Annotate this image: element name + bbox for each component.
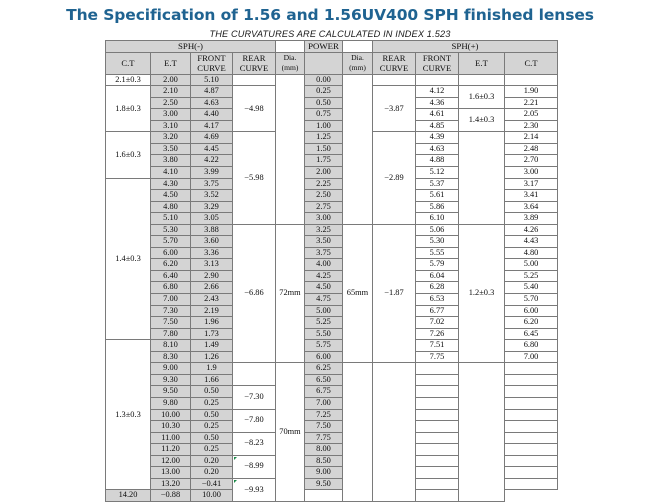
cell-front-curve-minus: 4.69: [191, 132, 233, 144]
cell-front-curve-minus: −0.41: [191, 478, 233, 490]
front-curve-plus-line1: FRONT: [422, 52, 452, 63]
cell-power: 3.50: [305, 236, 343, 248]
cell-power: 7.25: [305, 409, 343, 421]
cell-ct-plus: [505, 363, 558, 375]
table-row: [106, 86, 558, 98]
cell-power: 7.75: [305, 432, 343, 444]
cell-front-curve-plus: 4.85: [416, 120, 459, 132]
cell-et-minus: 2.00: [151, 74, 191, 86]
cell-front-curve-plus: [416, 363, 459, 375]
cell-front-curve-plus: [305, 490, 343, 502]
cell-ct-plus: 3.64: [505, 201, 558, 213]
cell-ct-plus: 6.00: [505, 305, 558, 317]
cell-front-curve-minus: 0.25: [191, 444, 233, 456]
cell-power: 1.50: [305, 143, 343, 155]
rear-curve-plus-line1: REAR: [382, 52, 406, 63]
cell-ct-plus: [505, 444, 558, 456]
cell-front-curve-plus: 7.02: [416, 317, 459, 329]
cell-power: 3.00: [305, 213, 343, 225]
cell-ct-plus: 2.48: [505, 143, 558, 155]
cell-front-curve-minus: 0.50: [191, 409, 233, 421]
cell-et-minus: 3.00: [151, 109, 191, 121]
front-curve-plus-line2: CURVE: [422, 63, 452, 74]
cell-power: 9.50: [305, 478, 343, 490]
cell-front-curve-plus: 7.51: [416, 340, 459, 352]
cell-ct-plus: 1.90: [505, 86, 558, 98]
cell-et-plus: 1.6±0.3: [459, 86, 505, 109]
cell-front-curve-plus: 5.06: [416, 224, 459, 236]
cell-front-curve-plus: 4.12: [416, 86, 459, 98]
cell-power: 1.00: [305, 120, 343, 132]
cell-front-curve-plus: [416, 386, 459, 398]
cell-power: 4.75: [305, 294, 343, 306]
cell-et-minus: 9.80: [151, 397, 191, 409]
cell-front-curve-plus: 4.61: [416, 109, 459, 121]
group-header-row: [106, 41, 558, 53]
cell-front-curve-plus: [416, 74, 459, 86]
cell-et-minus: 12.00: [151, 455, 191, 467]
cell-front-curve-minus: 3.05: [191, 213, 233, 225]
cell-power: 6.00: [305, 351, 343, 363]
cell-front-curve-plus: 6.04: [416, 270, 459, 282]
rear-curve-minus-line2: CURVE: [239, 63, 269, 74]
col-header-rear-curve-minus: [233, 52, 276, 74]
cell-rear-curve-minus: −6.86: [233, 224, 276, 363]
cell-front-curve-minus: 4.17: [191, 120, 233, 132]
cell-front-curve-minus: 0.20: [191, 467, 233, 479]
cell-front-curve-minus: −0.88: [151, 490, 191, 502]
cell-ct-plus: 4.80: [505, 247, 558, 259]
cell-et-minus: 7.50: [151, 317, 191, 329]
cell-power: 0.50: [305, 97, 343, 109]
cell-ct-plus: [505, 397, 558, 409]
cell-et-minus: 6.80: [151, 282, 191, 294]
cell-front-curve-minus: 0.25: [191, 421, 233, 433]
cell-rear-curve-plus: −3.87: [373, 86, 416, 132]
cell-dia-minus: 72mm: [276, 224, 305, 363]
cell-front-curve-minus: 0.25: [191, 397, 233, 409]
col-header-front-curve-plus: [416, 52, 459, 74]
cell-rear-curve-minus: −8.23: [233, 432, 276, 455]
cell-power: 7.00: [305, 397, 343, 409]
cell-front-curve-plus: [416, 444, 459, 456]
cell-ct-plus: 3.89: [505, 213, 558, 225]
cell-power: 6.25: [305, 363, 343, 375]
cell-et-minus: 7.00: [151, 294, 191, 306]
cell-front-curve-plus: [416, 421, 459, 433]
cell-rear-curve-plus: −1.87: [373, 224, 416, 363]
cell-ct-plus: 2.14: [505, 132, 558, 144]
cell-et-minus: 5.10: [151, 213, 191, 225]
cell-front-curve-minus: 1.96: [191, 317, 233, 329]
cell-front-curve-minus: 2.19: [191, 305, 233, 317]
cell-et-plus: [459, 363, 505, 502]
col-header-dia-plus: [343, 52, 373, 74]
cell-rear-curve-minus: [233, 74, 276, 86]
cell-et-minus: 3.80: [151, 155, 191, 167]
cell-dia-minus: 70mm: [276, 363, 305, 502]
rear-curve-plus-line2: CURVE: [379, 63, 409, 74]
cell-power: 2.50: [305, 190, 343, 202]
cell-et-minus: 3.20: [151, 132, 191, 144]
cell-front-curve-minus: 3.52: [191, 190, 233, 202]
cell-et-minus: 9.50: [151, 386, 191, 398]
group-header-sph-plus: SPH(+): [373, 41, 558, 53]
cell-ct-plus: 2.70: [505, 155, 558, 167]
cell-rear-curve-minus: −7.80: [233, 409, 276, 432]
cell-rear-curve-minus: −7.30: [233, 386, 276, 409]
col-header-et-plus: E.T: [459, 52, 505, 74]
cell-front-curve-plus: [416, 478, 459, 490]
cell-front-curve-minus: 3.88: [191, 224, 233, 236]
cell-ct-plus: 5.25: [505, 270, 558, 282]
cell-power: 0.75: [305, 109, 343, 121]
cell-dia-plus: [343, 74, 373, 224]
cell-dia-plus: 65mm: [343, 224, 373, 363]
cell-front-curve-minus: 4.87: [191, 86, 233, 98]
dia-minus-line2: (mm): [281, 63, 299, 73]
cell-ct-plus: 2.30: [505, 120, 558, 132]
cell-power: 1.25: [305, 132, 343, 144]
cell-rear-curve-minus: −5.98: [233, 132, 276, 224]
cell-front-curve-plus: [416, 374, 459, 386]
cell-ct-minus: 1.8±0.3: [106, 86, 151, 132]
cell-front-curve-minus: 0.20: [191, 455, 233, 467]
cell-ct-plus: 7.00: [505, 351, 558, 363]
col-header-front-curve-minus: [191, 52, 233, 74]
cell-power: 10.00: [191, 490, 233, 502]
cell-power: 6.50: [305, 374, 343, 386]
cell-front-curve-minus: 1.9: [191, 363, 233, 375]
cell-ct-plus: [505, 455, 558, 467]
cell-et-plus: [459, 132, 505, 224]
cell-front-curve-plus: 6.53: [416, 294, 459, 306]
cell-power: 9.00: [305, 467, 343, 479]
cell-front-curve-minus: 0.50: [191, 432, 233, 444]
cell-front-curve-plus: 7.75: [416, 351, 459, 363]
cell-front-curve-minus: 5.10: [191, 74, 233, 86]
cell-ct-plus: 4.43: [505, 236, 558, 248]
cell-front-curve-plus: [416, 432, 459, 444]
col-header-ct-minus: C.T: [106, 52, 151, 74]
cell-et-minus: 10.30: [151, 421, 191, 433]
cell-power: 3.25: [305, 224, 343, 236]
cell-ct-plus: [505, 74, 558, 86]
cell-front-curve-minus: 1.49: [191, 340, 233, 352]
cell-front-curve-minus: 1.26: [191, 351, 233, 363]
cell-power: 0.00: [305, 74, 343, 86]
cell-ct-plus: [505, 421, 558, 433]
cell-front-curve-minus: 3.75: [191, 178, 233, 190]
cell-ct-plus: 5.40: [505, 282, 558, 294]
cell-power: 2.00: [305, 167, 343, 179]
cell-front-curve-plus: 5.37: [416, 178, 459, 190]
cell-et-minus: 6.40: [151, 270, 191, 282]
cell-ct-plus: 6.20: [505, 317, 558, 329]
cell-et-minus: 4.10: [151, 167, 191, 179]
cell-power: 2.75: [305, 201, 343, 213]
cell-et-minus: 13.20: [151, 478, 191, 490]
cell-front-curve-plus: [416, 397, 459, 409]
cell-et-minus: 2.50: [151, 97, 191, 109]
cell-ct-plus: 2.21: [505, 97, 558, 109]
cell-rear-curve-minus: −8.99: [233, 455, 276, 478]
cell-front-curve-plus: 5.86: [416, 201, 459, 213]
cell-power: 4.50: [305, 282, 343, 294]
cell-ct-minus: 1.6±0.3: [106, 132, 151, 178]
cell-et-minus: 13.00: [151, 467, 191, 479]
cell-et-minus: 2.10: [151, 86, 191, 98]
table-row: [106, 74, 558, 86]
cell-et-minus: 11.00: [151, 432, 191, 444]
col-header-et-minus: E.T: [151, 52, 191, 74]
cell-et-minus: 5.70: [151, 236, 191, 248]
cell-ct-plus: 5.70: [505, 294, 558, 306]
cell-front-curve-minus: 1.73: [191, 328, 233, 340]
cell-et-minus: 6.00: [151, 247, 191, 259]
cell-power: 4.25: [305, 270, 343, 282]
cell-front-curve-minus: 1.66: [191, 374, 233, 386]
cell-et-plus: 1.2±0.3: [459, 224, 505, 363]
cell-front-curve-minus: 3.13: [191, 259, 233, 271]
cell-front-curve-plus: 5.30: [416, 236, 459, 248]
cell-et-plus: 1.4±0.3: [459, 109, 505, 132]
cell-power: 5.25: [305, 317, 343, 329]
cell-front-curve-plus: 4.63: [416, 143, 459, 155]
cell-front-curve-plus: 6.10: [416, 213, 459, 225]
dia-minus-line1: Dia.: [283, 52, 297, 62]
cell-et-minus: 11.20: [151, 444, 191, 456]
cell-front-curve-plus: 5.79: [416, 259, 459, 271]
cell-ct-plus: 3.41: [505, 190, 558, 202]
col-header-dia-minus: [276, 52, 305, 74]
cell-rear-curve-minus: −9.93: [233, 478, 276, 501]
cell-et-minus: 4.80: [151, 201, 191, 213]
cell-et-minus: 9.30: [151, 374, 191, 386]
front-curve-minus-line1: FRONT: [197, 52, 226, 63]
cell-front-curve-plus: 6.77: [416, 305, 459, 317]
cell-et-minus: 7.80: [151, 328, 191, 340]
cell-front-curve-minus: 3.36: [191, 247, 233, 259]
front-curve-minus-line2: CURVE: [197, 63, 226, 74]
spec-table-wrapper: [105, 40, 557, 502]
dia-plus-line2: (mm): [349, 63, 366, 73]
cell-rear-curve-plus: −2.89: [373, 132, 416, 224]
cell-dia-plus: [343, 363, 373, 502]
cell-ct-plus: 2.05: [505, 109, 558, 121]
cell-front-curve-minus: 3.60: [191, 236, 233, 248]
table-row: [106, 224, 558, 236]
col-header-rear-curve-plus: [373, 52, 416, 74]
cell-rear-curve-minus: −4.98: [233, 86, 276, 132]
cell-rear-curve-plus: [373, 363, 416, 502]
cell-rear-curve-plus: [373, 74, 416, 86]
cell-front-curve-minus: 3.29: [191, 201, 233, 213]
cell-et-minus: 8.10: [151, 340, 191, 352]
cell-dia-minus: [276, 74, 305, 224]
cell-front-curve-minus: 2.90: [191, 270, 233, 282]
cell-et-minus: 4.50: [151, 190, 191, 202]
cell-ct-plus: [505, 386, 558, 398]
cell-power: 7.50: [305, 421, 343, 433]
cell-front-curve-plus: [416, 467, 459, 479]
group-header-blank-left: [276, 41, 305, 53]
page-title: The Specification of 1.56 and 1.56UV400 SPH finished lenses: [66, 6, 594, 24]
col-header-ct-plus: C.T: [505, 52, 558, 74]
cell-front-curve-plus: 4.39: [416, 132, 459, 144]
table-body: [106, 74, 558, 501]
cell-front-curve-minus: 4.40: [191, 109, 233, 121]
cell-ct-plus: [505, 409, 558, 421]
cell-et-minus: 10.00: [151, 409, 191, 421]
dia-plus-line1: Dia.: [351, 52, 364, 62]
cell-ct-minus: 2.1±0.3: [106, 74, 151, 86]
cell-et-minus: 3.50: [151, 143, 191, 155]
table-head: [106, 41, 558, 75]
cell-power: 5.00: [305, 305, 343, 317]
cell-ct-plus: [505, 374, 558, 386]
table-row: [106, 109, 558, 121]
group-header-blank-right: [343, 41, 373, 53]
cell-ct-plus: [505, 467, 558, 479]
cell-power: 5.75: [305, 340, 343, 352]
cell-et-minus: 6.20: [151, 259, 191, 271]
cell-ct-plus: 6.80: [505, 340, 558, 352]
cell-ct-plus: [505, 478, 558, 490]
cell-et-minus: 8.30: [151, 351, 191, 363]
cell-power: 4.00: [305, 259, 343, 271]
cell-front-curve-minus: 4.22: [191, 155, 233, 167]
cell-power: 8.50: [305, 455, 343, 467]
cell-front-curve-plus: 7.26: [416, 328, 459, 340]
cell-front-curve-plus: 4.36: [416, 97, 459, 109]
cell-et-minus: 9.00: [151, 363, 191, 375]
cell-front-curve-minus: 2.43: [191, 294, 233, 306]
page-subtitle: THE CURVATURES ARE CALCULATED IN INDEX 1.523: [209, 28, 451, 39]
cell-power: 1.75: [305, 155, 343, 167]
cell-power: 3.75: [305, 247, 343, 259]
cell-ct-plus: 5.00: [505, 259, 558, 271]
group-header-power: POWER: [305, 41, 343, 53]
cell-front-curve-minus: 0.50: [191, 386, 233, 398]
cell-front-curve-plus: 5.61: [416, 190, 459, 202]
column-header-row: [106, 52, 558, 74]
cell-front-curve-plus: 5.55: [416, 247, 459, 259]
cell-ct-plus: 4.26: [505, 224, 558, 236]
cell-front-curve-minus: 4.63: [191, 97, 233, 109]
cell-front-curve-plus: [416, 409, 459, 421]
cell-power: 5.50: [305, 328, 343, 340]
cell-ct-minus: 1.3±0.3: [106, 340, 151, 490]
cell-front-curve-plus: 4.88: [416, 155, 459, 167]
table-row: [106, 132, 558, 144]
cell-et-minus: 5.30: [151, 224, 191, 236]
cell-front-curve-minus: 3.99: [191, 167, 233, 179]
group-header-sph-minus: SPH(-): [106, 41, 276, 53]
cell-rear-curve-minus: [233, 363, 276, 386]
cell-ct-plus: [505, 432, 558, 444]
cell-front-curve-plus: 6.28: [416, 282, 459, 294]
cell-front-curve-plus: [416, 455, 459, 467]
col-header-power: [305, 52, 343, 74]
cell-et-minus: 14.20: [106, 490, 151, 502]
rear-curve-minus-line1: REAR: [242, 52, 266, 63]
cell-front-curve-minus: 2.66: [191, 282, 233, 294]
table-row: [106, 363, 558, 375]
cell-et-minus: 7.30: [151, 305, 191, 317]
cell-et-plus: [459, 74, 505, 86]
cell-ct-plus: 3.00: [505, 167, 558, 179]
cell-et-minus: 4.30: [151, 178, 191, 190]
cell-front-curve-plus: 5.12: [416, 167, 459, 179]
cell-et-minus: 3.10: [151, 120, 191, 132]
cell-ct-minus: 1.4±0.3: [106, 178, 151, 340]
cell-ct-plus: 6.45: [505, 328, 558, 340]
cell-power: 6.75: [305, 386, 343, 398]
lens-specification-table: [105, 40, 558, 502]
cell-power: 8.00: [305, 444, 343, 456]
cell-power: 2.25: [305, 178, 343, 190]
cell-ct-plus: 3.17: [505, 178, 558, 190]
cell-ct-plus: [416, 490, 459, 502]
cell-front-curve-minus: 4.45: [191, 143, 233, 155]
cell-power: 0.25: [305, 86, 343, 98]
